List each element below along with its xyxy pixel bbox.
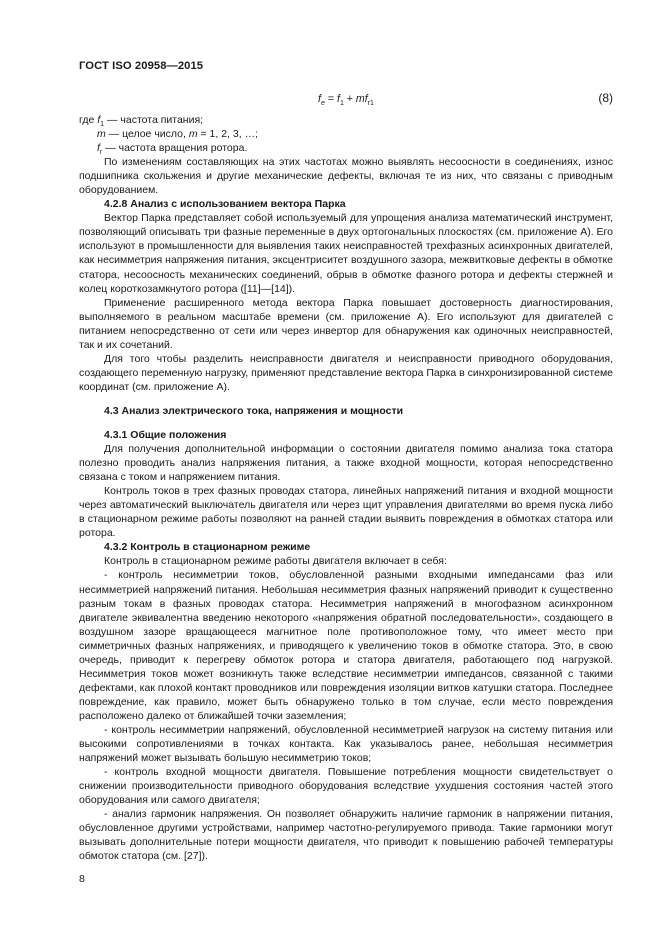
where-m-vals: = 1, 2, 3, …; (197, 128, 258, 141)
formula-lhs: f (318, 93, 321, 105)
paragraph-2: Вектор Парка представляет собой используемый для упрощения анализа математический инструмент, позволяющий описывать три фазные переменные в двух ортогональных плоскостях (см. приложение А). Его используют в промышленности для выявления таких неисправностей трехфазных асинхронных двигателей, как несимметрия напряжения питания, эксцентриситет воздушного зазора, межвитковые дефекты в обмотке статора, несоосность механических соединений, обрыв в обмотке фазного ротора и дефекты стержней и колец короткозамкнутого ротора ([11]—[14]). (79, 212, 613, 295)
heading-4-2-8: 4.2.8 Анализ с использованием вектора Парка (104, 198, 346, 211)
formula-lhs-sub: e (321, 100, 325, 108)
heading-4-3: 4.3 Анализ электрического тока, напряжения и мощности (104, 404, 404, 417)
where-fr-desc: — частота вращения ротора. (102, 142, 248, 155)
where-intro: где (79, 114, 98, 126)
heading-4-3-1: 4.3.1 Общие положения (104, 428, 227, 441)
document-header: ГОСТ ISO 20958—2015 (79, 60, 204, 72)
where-m-var: m (97, 128, 106, 141)
formula-term1: f (336, 93, 340, 105)
where-m-desc: — целое число, (105, 128, 189, 141)
bullet-2: - контроль несимметрии напряжений, обусловленной несимметрией нагрузок на систему питания или высокими сопротивлениями в точках контакта. Как указывалось ранее, небольшая несимметрия напряжений может вызывать большую несимметрию токов; (79, 723, 613, 765)
formula-plus: + (343, 93, 356, 105)
formula-row (79, 91, 613, 111)
paragraph-5: Для получения дополнительной информации о состоянии двигателя помимо анализа тока статора полезно проводить анализ напряжения питания, а также входной мощности, которая непосредственно связана с током и напряжением питания. (79, 443, 613, 484)
equation-number: (8) (598, 91, 613, 105)
bullet-3: - контроль входной мощности двигателя. Повышение потребления мощности свидетельствует о снижении производительности приводного оборудования вследствие ухудшения состояния частей этого оборудования или самого двигателя; (79, 766, 613, 807)
paragraph-3: Применение расширенного метода вектора Парка повышает достоверность диагностирования, выполняемого в реальном масштабе времени (см. приложение А). Его используют для двигателей с питанием непосредственно от сети или через инвертор для обнаружения как одиночных неисправностей, так и их сочетаний. (79, 296, 613, 351)
paragraph-4: Для того чтобы разделить неисправности двигателя и неисправности приводного оборудования, создающего переменную нагрузку, применяют представление вектора Парка в синхронизированной системе координат (см. приложение А). (79, 352, 613, 393)
where-m-var2: m (188, 128, 198, 141)
paragraph-1: По изменениям составляющих на этих частотах можно выявлять несоосности в соединениях, износ подшипника скольжения и другие механические дефекты, включая те из них, что связаны с приводным оборудованием. (79, 156, 613, 197)
where-m (79, 127, 613, 141)
where-fr (79, 141, 613, 155)
bullet-4: - анализ гармоник напряжения. Он позволяет обнаружить наличие гармоник в напряжении питания, обусловленное другими устройствами, например частотно-регулируемого привода. Такие гармоники могут вызывать дополнительные потери мощности двигателя, что приводит к повышению рабочей температуры обмоток статора (см. [27]). (79, 808, 613, 863)
where-f1-var: f (97, 114, 101, 126)
page-number: 8 (79, 873, 85, 885)
where-f1-desc: — частота питания; (104, 114, 204, 126)
where-f1-sub: 1 (100, 121, 105, 129)
formula-term2: mf (355, 93, 368, 105)
where-fr-var: f (97, 142, 100, 155)
heading-4-3-2: 4.3.2 Контроль в стационарном режиме (104, 541, 311, 554)
formula-term2-sub: r1 (367, 100, 374, 108)
bullet-1: - контроль несимметрии токов, обусловленной разными входными импедансами фаз или несимметрией напряжений питания. Небольшая несимметрия фазных напряжений приводит к существенно разным токам в фазных проводах статора. Несимметрия напряжений в многофазном асинхронном двигателе эквивалентна введению некоторого «напряжения обратной последовательности», создающего в воздушном зазоре вращающееся магнитное поле противоположное тому, что имеет место при симметричных фазных напряжениях, и приводящего к увеличению токов в обмотке статора. Это, в свою очередь, приводит к перегреву обмоток ротора и статора двигателя, работающего под нагрузкой. Несимметрия токов может возникнуть также вследствие несимметрии импедансов, связанной с такими дефектами, как плохой контакт проводников или повреждения изоляции витков катушки статора. Последнее повреждение, как правило, может быть обнаружено только в том случае, если место повреждения расположено далеко от ближайшей точки заземления; (79, 569, 613, 722)
paragraph-6: Контроль токов в трех фазных проводах статора, линейных напряжений питания и входной мощности через автоматический выключатель двигателя или через щит управления двигателями во время пуска либо в стационарном режиме работы позволяют на ранней стадии выявить повреждения в обмотках статора или ротора. (79, 485, 613, 540)
where-fr-sub: r (99, 149, 103, 157)
formula (79, 93, 613, 108)
formula-equals: = (324, 93, 337, 105)
where-f1 (79, 113, 613, 127)
document-body (79, 113, 613, 863)
paragraph-7: Контроль в стационарном режиме работы двигателя включает в себя: (104, 555, 447, 568)
formula-term1-sub: 1 (339, 100, 344, 108)
